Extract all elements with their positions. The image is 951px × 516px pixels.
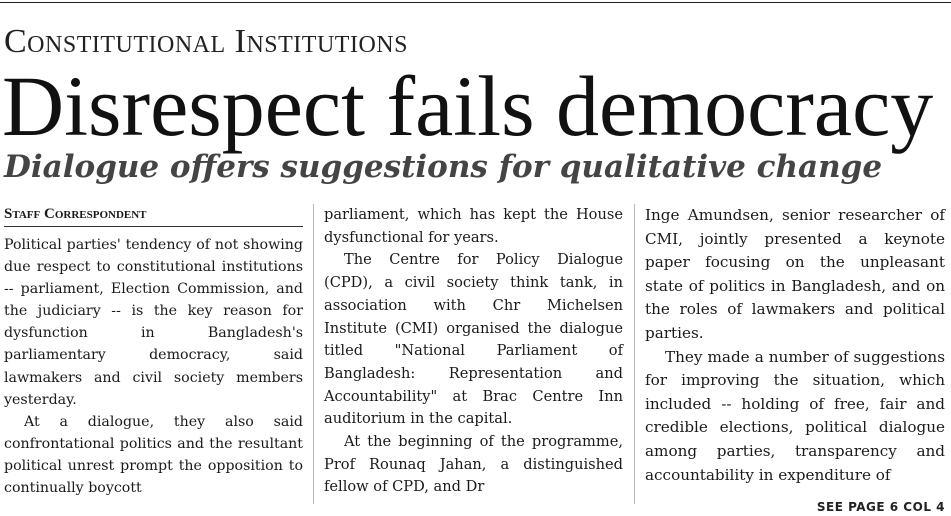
section-kicker: Constitutional Institutions <box>4 23 408 60</box>
top-rule <box>0 2 951 3</box>
article-column-3 <box>645 204 945 487</box>
column-divider <box>634 204 635 504</box>
paragraph: Inge Amundsen, senior researcher of CMI, jointly presented a keynote paper focusing on the unpleasant state of politics in Bangladesh, and on the roles of lawmakers and political parties. <box>645 206 945 342</box>
paragraph: At a dialogue, they also said confrontational politics and the resultant political unrest prompt the opposition to continually boycott <box>4 413 303 497</box>
article-column-1 <box>4 204 303 499</box>
subheadline: Dialogue offers suggestions for qualitative change <box>4 149 883 185</box>
headline: Disrespect fails democracy <box>2 58 934 154</box>
paragraph: They made a number of suggestions for improving the situation, which included -- holding of free, fair and credible elections, political dialogue among parties, transparency and accountability in expenditure of <box>645 347 945 484</box>
continuation-jump-line[interactable]: SEE PAGE 6 COL 4 <box>816 500 945 514</box>
paragraph: The Centre for Policy Dialogue (CPD), a civil society think tank, in association with Chr Michelsen Institute (CMI) organised the dialogue titled "National Parliament of Bangladesh: Representation and Accountability" at Brac Centre Inn auditorium in the capital. <box>324 251 623 428</box>
paragraph: At the beginning of the programme, Prof Rounaq Jahan, a distinguished fellow of CPD, and Dr <box>324 433 623 496</box>
paragraph: parliament, which has kept the House dysfunctional for years. <box>324 206 623 246</box>
paragraph: Political parties' tendency of not showing due respect to constitutional institutions -- parliament, Election Commission, and the judiciary -- is the key reason for dysfunction in Bangladesh's parliamentary democracy, said lawmakers and civil society members yesterday. <box>4 237 303 408</box>
article-column-2 <box>324 204 623 499</box>
column-divider <box>313 204 314 504</box>
byline: Staff Correspondent <box>4 204 303 227</box>
